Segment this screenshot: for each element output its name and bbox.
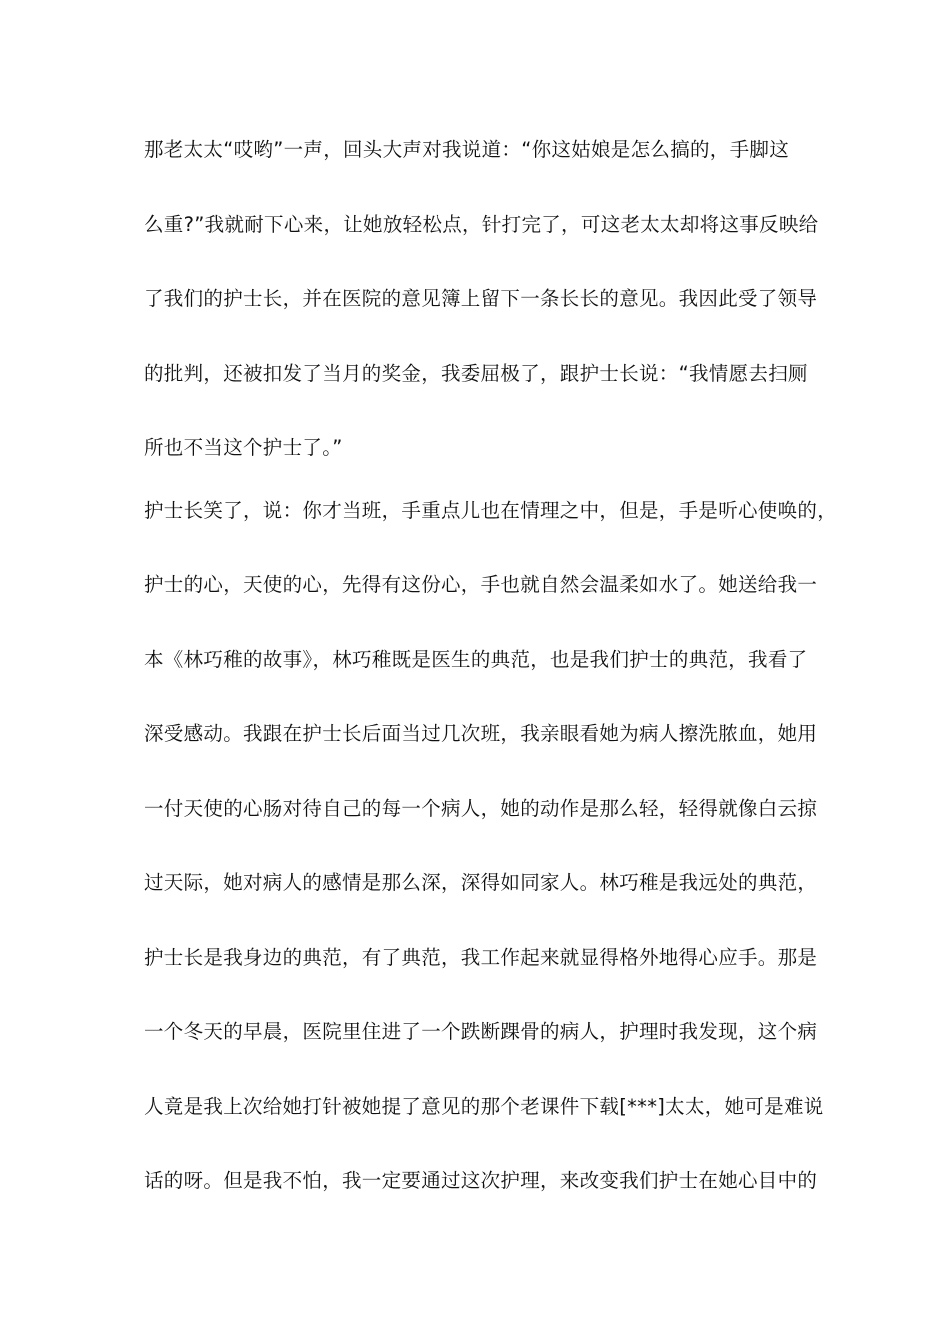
text-line: 那老太太“哎哟”一声，回头大声对我说道：“你这姑娘是怎么搞的，手脚这 xyxy=(144,138,790,161)
text-line: 人竟是我上次给她打针被她提了意见的那个老课件下载[***]太太，她可是难说 xyxy=(144,1095,824,1118)
text-line: 护士长是我身边的典范，有了典范，我工作起来就显得格外地得心应手。那是 xyxy=(144,946,818,969)
text-line: 一付天使的心肠对待自己的每一个病人，她的动作是那么轻，轻得就像白云掠 xyxy=(144,797,818,820)
text-line: 话的呀。但是我不怕，我一定要通过这次护理，来改变我们护士在她心目中的 xyxy=(144,1169,818,1192)
text-line: 的批判，还被扣发了当月的奖金，我委屈极了，跟护士长说：“我情愿去扫厕 xyxy=(144,362,808,385)
text-line: 深受感动。我跟在护士长后面当过几次班，我亲眼看她为病人擦洗脓血，她用 xyxy=(144,722,818,745)
text-line: 一个冬天的早晨，医院里住进了一个跌断踝骨的病人，护理时我发现，这个病 xyxy=(144,1020,818,1043)
text-line: 护士长笑了，说：你才当班，手重点儿也在情理之中，但是，手是听心使唤的， xyxy=(144,499,838,522)
text-line: 护士的心，天使的心，先得有这份心，手也就自然会温柔如水了。她送给我一 xyxy=(144,573,818,596)
text-line: 过天际，她对病人的感情是那么深，深得如同家人。林巧稚是我远处的典范， xyxy=(144,871,818,894)
text-line: 么重?”我就耐下心来，让她放轻松点，针打完了，可这老太太却将这事反映给 xyxy=(144,213,819,236)
text-line: 本《林巧稚的故事》，林巧稚既是医生的典范，也是我们护士的典范，我看了 xyxy=(144,648,808,671)
text-line: 所也不当这个护士了。” xyxy=(144,436,343,459)
text-line: 了我们的护士长，并在医院的意见簿上留下一条长长的意见。我因此受了领导 xyxy=(144,287,818,310)
